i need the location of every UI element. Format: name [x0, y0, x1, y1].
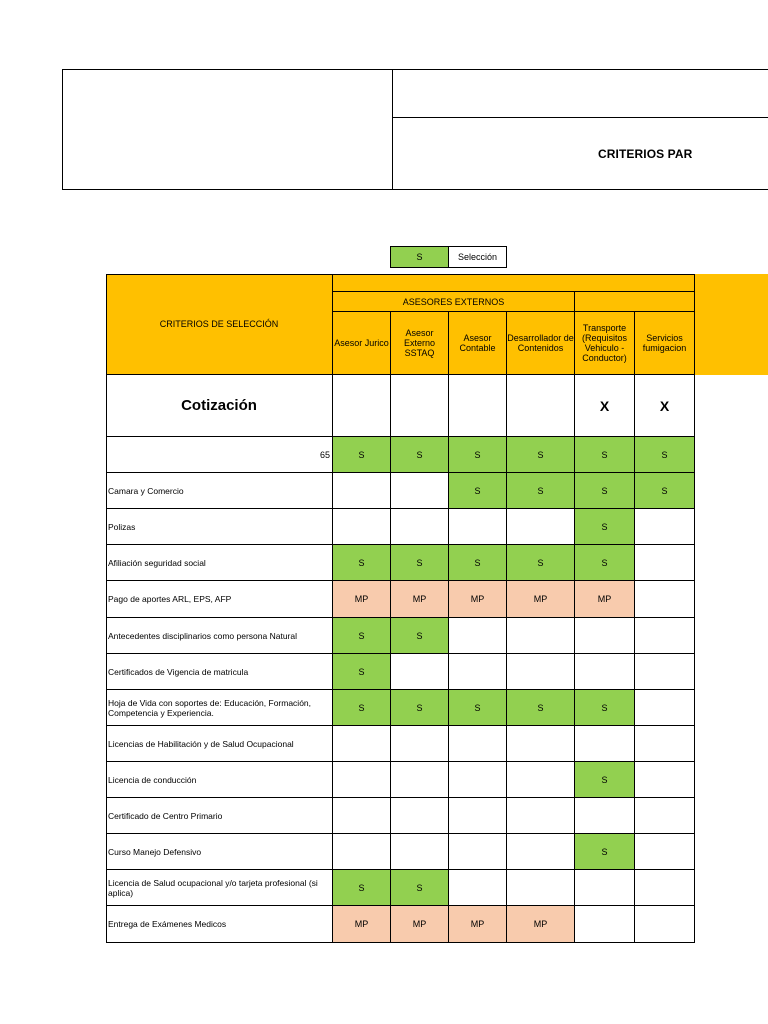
status-cell: S — [575, 473, 635, 509]
status-cell: S — [635, 473, 695, 509]
status-cell: S — [507, 437, 575, 473]
status-cell — [391, 798, 449, 834]
status-cell — [333, 798, 391, 834]
status-cell: S — [449, 437, 507, 473]
status-cell: S — [575, 690, 635, 726]
status-cell — [635, 726, 695, 762]
row-label: Pago de aportes ARL, EPS, AFP — [106, 581, 333, 618]
status-cell — [449, 618, 507, 654]
status-cell — [575, 654, 635, 690]
row-label: Licencia de Salud ocupacional y/o tarjeta profesional (si aplica) — [106, 870, 333, 906]
row-label: Licencia de conducción — [106, 762, 333, 798]
column-header: Asesor Jurico — [333, 312, 391, 375]
row-label: Hoja de Vida con soportes de: Educación, Formación, Competencia y Experiencia. — [106, 690, 333, 726]
status-cell — [507, 618, 575, 654]
cotizacion-label: Cotización — [106, 375, 333, 437]
status-cell: S — [449, 545, 507, 581]
status-cell: S — [391, 618, 449, 654]
status-cell — [635, 906, 695, 943]
legend-label: Selección — [449, 247, 506, 267]
status-cell: S — [449, 473, 507, 509]
column-header: Servicios fumigacion — [635, 312, 695, 375]
status-cell — [507, 798, 575, 834]
cotizacion-cell — [507, 375, 575, 437]
row-label: Afiliación seguridad social — [106, 545, 333, 581]
status-cell: S — [333, 690, 391, 726]
status-cell: MP — [449, 906, 507, 943]
status-cell: S — [507, 473, 575, 509]
status-cell: MP — [391, 581, 449, 618]
status-cell: S — [333, 870, 391, 906]
status-cell: MP — [333, 906, 391, 943]
column-header: Transporte (Requisitos Vehiculo - Conductor) — [575, 312, 635, 375]
status-cell — [635, 870, 695, 906]
cotizacion-cell — [333, 375, 391, 437]
status-cell — [635, 762, 695, 798]
status-cell — [391, 762, 449, 798]
status-cell — [507, 870, 575, 906]
status-cell — [575, 798, 635, 834]
status-cell — [391, 509, 449, 545]
status-cell: MP — [333, 581, 391, 618]
header-extension — [695, 274, 768, 375]
status-cell: S — [449, 690, 507, 726]
group-header: ASESORES EXTERNOS — [333, 292, 575, 312]
status-cell — [635, 690, 695, 726]
status-cell — [507, 762, 575, 798]
status-cell: S — [507, 690, 575, 726]
status-cell — [333, 762, 391, 798]
status-cell: S — [391, 690, 449, 726]
status-cell: MP — [391, 906, 449, 943]
status-cell — [391, 726, 449, 762]
status-cell: S — [333, 654, 391, 690]
status-cell — [449, 509, 507, 545]
status-cell — [333, 834, 391, 870]
status-cell: S — [333, 437, 391, 473]
status-cell — [449, 762, 507, 798]
cotizacion-cell: X — [575, 375, 635, 437]
document-header — [62, 69, 768, 190]
status-cell — [635, 545, 695, 581]
status-cell — [391, 834, 449, 870]
status-cell: S — [507, 545, 575, 581]
status-cell: MP — [507, 906, 575, 943]
status-cell — [635, 834, 695, 870]
status-cell — [333, 726, 391, 762]
legend-swatch: S — [391, 247, 449, 267]
row-label: Entrega de Exámenes Medicos — [106, 906, 333, 943]
status-cell: S — [575, 545, 635, 581]
status-cell: S — [575, 834, 635, 870]
status-cell — [507, 654, 575, 690]
status-cell: MP — [507, 581, 575, 618]
status-cell — [507, 834, 575, 870]
row-label: Polizas — [106, 509, 333, 545]
status-cell: S — [391, 437, 449, 473]
row-label: Curso Manejo Defensivo — [106, 834, 333, 870]
status-cell — [507, 509, 575, 545]
status-cell — [575, 618, 635, 654]
status-cell — [449, 726, 507, 762]
status-cell — [635, 581, 695, 618]
status-cell: S — [575, 437, 635, 473]
header-divider — [392, 117, 768, 118]
status-cell — [575, 906, 635, 943]
status-cell — [391, 473, 449, 509]
row-label: Licencias de Habilitación y de Salud Ocupacional — [106, 726, 333, 762]
cotizacion-cell — [391, 375, 449, 437]
row-label: Antecedentes disciplinarios como persona Natural — [106, 618, 333, 654]
row-label: Camara y Comercio — [106, 473, 333, 509]
column-header: Desarrollador de Contenidos — [507, 312, 575, 375]
legend — [390, 246, 507, 268]
status-cell: S — [333, 545, 391, 581]
cotizacion-cell: X — [635, 375, 695, 437]
status-cell — [333, 509, 391, 545]
status-cell — [391, 654, 449, 690]
cotizacion-cell — [449, 375, 507, 437]
document-title: CRITERIOS PAR — [598, 147, 693, 161]
status-cell — [449, 798, 507, 834]
header-top-band — [333, 274, 695, 292]
status-cell — [507, 726, 575, 762]
logo-area — [63, 70, 393, 189]
status-cell — [575, 870, 635, 906]
status-cell — [449, 834, 507, 870]
criteria-table — [106, 274, 695, 943]
status-cell — [575, 726, 635, 762]
criteria-header: CRITERIOS DE SELECCIÓN — [106, 274, 333, 375]
status-cell — [635, 798, 695, 834]
status-cell — [449, 870, 507, 906]
status-cell: S — [635, 437, 695, 473]
status-cell — [635, 654, 695, 690]
row-label: Certificado de Centro Primario — [106, 798, 333, 834]
status-cell: MP — [575, 581, 635, 618]
status-cell: S — [575, 509, 635, 545]
status-cell: S — [575, 762, 635, 798]
status-cell: S — [391, 870, 449, 906]
row-label: Certificados de Vigencia de matricula — [106, 654, 333, 690]
status-cell — [635, 618, 695, 654]
row-label: 65 — [106, 437, 333, 473]
status-cell — [449, 654, 507, 690]
status-cell: MP — [449, 581, 507, 618]
status-cell — [333, 473, 391, 509]
column-header: Asesor Externo SSTAQ — [391, 312, 449, 375]
status-cell: S — [391, 545, 449, 581]
group-header-blank — [575, 292, 695, 312]
status-cell — [635, 509, 695, 545]
column-header: Asesor Contable — [449, 312, 507, 375]
status-cell: S — [333, 618, 391, 654]
